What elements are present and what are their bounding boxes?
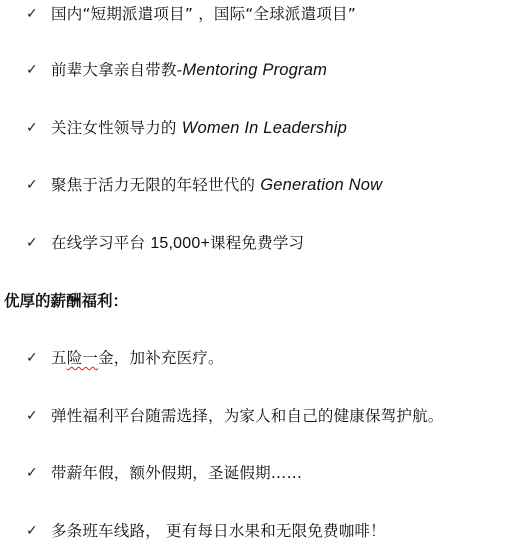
list-item-text-zh: 课程免费学习 [210, 233, 305, 252]
list-item-text [51, 114, 347, 142]
checkmark-icon: ✓ [26, 465, 38, 481]
list-item-text-en: Women In Leadership [181, 119, 347, 137]
list-item [0, 56, 516, 84]
list-item-text-zh: 前辈大拿亲自带教- [51, 61, 183, 79]
list-item-text-en: Mentoring Program [182, 61, 328, 79]
list-item [0, 171, 516, 199]
list-item-text: 带薪年假，额外假期，圣诞假期…… [51, 464, 303, 482]
list-item-text [51, 229, 304, 258]
list-item [0, 517, 516, 545]
list-item [0, 229, 516, 257]
list-item-text-zh: 聚焦于活力无限的年轻世代的 [51, 176, 261, 194]
checkmark-icon: ✓ [26, 350, 38, 366]
spellcheck-underlined-text: 险一 [66, 349, 99, 367]
checkmark-icon: ✓ [26, 408, 38, 424]
list-item-text-en: Generation Now [260, 176, 383, 194]
list-item [0, 344, 516, 372]
checkmark-icon: ✓ [26, 6, 38, 22]
list-item-text: 多条班车线路， 更有每日水果和无限免费咖啡！ [51, 522, 386, 540]
checkmark-icon: ✓ [26, 523, 38, 539]
checkmark-icon: ✓ [26, 235, 38, 251]
list-item-text-zh: 五 [51, 349, 67, 367]
list-item-number: 15,000+ [150, 234, 211, 252]
list-item [0, 402, 516, 430]
list-item-text: 弹性福利平台随需选择，为家人和自己的健康保驾护航。 [51, 407, 444, 425]
list-item-text-zh: 金，加补充医疗。 [98, 349, 224, 367]
checkmark-icon: ✓ [26, 120, 38, 136]
list-item [0, 459, 516, 487]
checkmark-icon: ✓ [26, 62, 38, 78]
list-item-text-zh: 在线学习平台 [51, 233, 151, 252]
list-item [0, 114, 516, 142]
checkmark-icon: ✓ [26, 177, 38, 193]
list-item-text [51, 344, 224, 372]
list-item-text [51, 56, 327, 84]
section-heading-compensation: 优厚的薪酬福利： [4, 292, 129, 310]
list-item-text-zh: 关注女性领导力的 [51, 119, 182, 137]
list-item [0, 0, 516, 28]
list-item-text: 国内“短期派遣项目” ，国际“全球派遣项目” [51, 5, 356, 23]
list-item-text [51, 171, 382, 199]
